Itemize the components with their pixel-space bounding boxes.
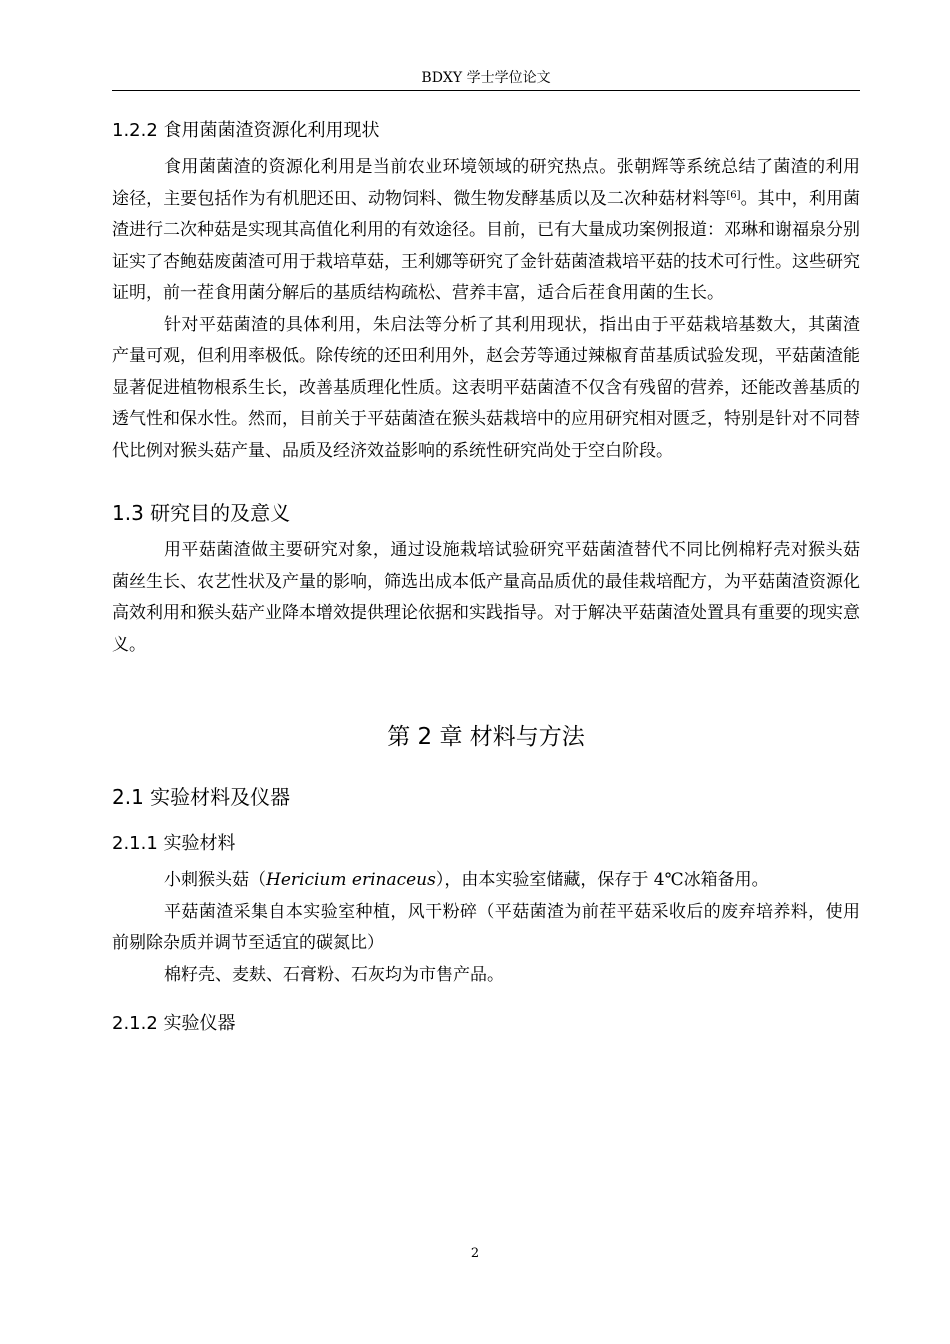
paragraph-1-3: 用平菇菌渣做主要研究对象，通过设施栽培试验研究平菇菌渣替代不同比例棉籽壳对猴头菇菌丝生长、农艺性状及产量的影响，筛选出成本低产量高品质优的最佳栽培配方，为平菇菌渣资源化高效利用和猴头菇产业降本增效提供理论依据和实践指导。对于解决平菇菌渣处置具有重要的现实意义。	[112, 540, 860, 655]
paragraph-text: 食用菌菌渣的资源化利用是当前农业环境领域的研究热点。张朝辉等系统总结了菌渣的利用途径，主要包括作为有机肥还田、动物饲料、微生物发酵基质以及二次种菇材料等	[112, 157, 860, 209]
paragraph-text: 小刺猴头菇（	[164, 870, 266, 890]
header-title: BDXY 学士学位论文	[421, 70, 551, 86]
running-header	[112, 68, 860, 91]
heading-1-3: 1.3 研究目的及意义	[112, 501, 291, 525]
heading-2-1-2: 2.1.2 实验仪器	[112, 1013, 236, 1034]
chapter-title: 第 2 章 材料与方法	[387, 724, 585, 750]
heading-2-1-1: 2.1.1 实验材料	[112, 833, 236, 854]
heading-1-2-2: 1.2.2 食用菌菌渣资源化利用现状	[112, 120, 380, 141]
heading-2-1: 2.1 实验材料及仪器	[112, 785, 291, 809]
latin-species-name: Hericium erinaceus	[266, 870, 436, 890]
paragraph-text: 。其中，利用菌渣进行二次种菇是实现其高值化利用的有效途径。目前，已有大量成功案例报道：邓琳和谢福泉分别证实了杏鲍菇废菌渣可用于栽培草菇，王利娜等研究了金针菇菌渣栽培平菇的技术可行性。这些研究证明，前一茬食用菌分解后的基质结构疏松、营养丰富，适合后茬食用菌的生长。	[112, 188, 861, 303]
citation-ref: [6]	[726, 189, 741, 201]
page-body	[112, 116, 860, 1039]
paragraph-2-1-1-b: 平菇菌渣采集自本实验室种植，风干粉碎（平菇菌渣为前茬平菇采收后的废弃培养料，使用前剔除杂质并调节至适宜的碳氮比）	[112, 901, 860, 953]
paragraph-1-2-2-a	[112, 152, 860, 310]
paragraph-2-1-1-c: 棉籽壳、麦麸、石膏粉、石灰均为市售产品。	[164, 964, 504, 985]
page-number: 2	[470, 1246, 480, 1261]
paragraph-2-1-1-a	[112, 865, 860, 897]
paragraph-text: ），由本实验室储藏，保存于 4℃冰箱备用。	[435, 870, 769, 890]
paragraph-1-2-2-b: 针对平菇菌渣的具体利用，朱启法等分析了其利用现状，指出由于平菇栽培基数大，其菌渣产量可观，但利用率极低。除传统的还田利用外，赵会芳等通过辣椒育苗基质试验发现，平菇菌渣能显著促进植物根系生长，改善基质理化性质。这表明平菇菌渣不仅含有残留的营养，还能改善基质的透气性和保水性。然而，目前关于平菇菌渣在猴头菇栽培中的应用研究相对匮乏，特别是针对不同替代比例对猴头菇产量、品质及经济效益影响的系统性研究尚处于空白阶段。	[112, 314, 860, 461]
